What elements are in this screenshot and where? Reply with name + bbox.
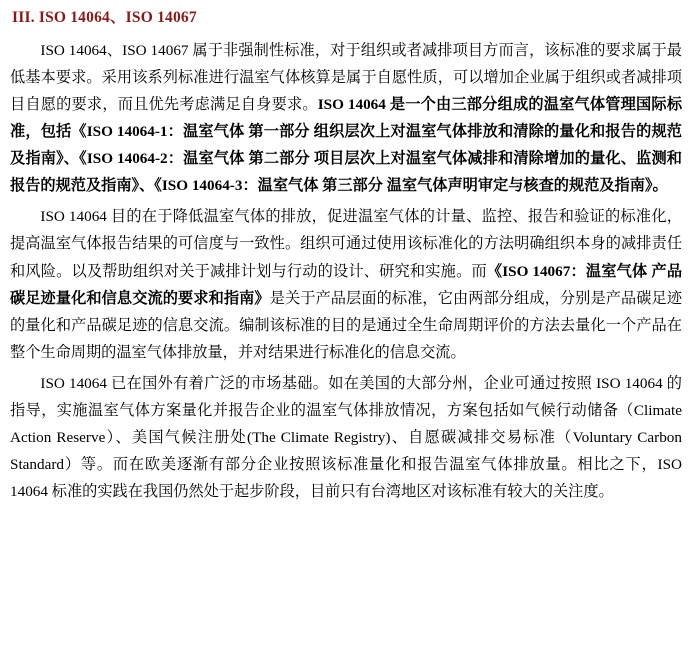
paragraph-2 — [10, 203, 682, 365]
paragraph-1 — [10, 37, 682, 199]
paragraph-2-run-1: ISO 14064 目的在于降低温室气体的排放，促进温室气体的计量、监控、报告和验证的标准化，提高温室气体报告结果的可信度与一致性。组织可通过使用该标准化的方法明确组织本身的减排责任和风险。以及帮助组织对关于减排计划与行动的设计、研究和实施。而 — [10, 208, 682, 280]
paragraph-3-run-1: ISO 14064 已在国外有着广泛的市场基础。如在美国的大部分州，企业可通过按照 ISO 14064 的指导，实施温室气体方案量化并报告企业的温室气体排放情况，方案包括如气候行动储备（Climate Action Reserve）、美国气候注册处(The Climate Registry)、自愿碳减排交易标准（Voluntary Carbon Standard）等。而在欧美逐渐有部分企业按照该标准量化和报告温室气体排放量。相比之下，ISO 14064 标准的实践在我国仍然处于起步阶段，目前只有台湾地区对该标准有较大的关注度。 — [10, 374, 682, 500]
paragraph-2-run-3: 是关于产品层面的标准，它由两部分组成，分别是产品碳足迹的量化和产品碳足迹的信息交流。编制该标准的目的是通过全生命周期评价的方法去量化一个产品在整个生命周期的温室气体排放量，并对结果进行标准化的信息交流。 — [10, 289, 683, 361]
paragraph-1-run-1: ISO 14064、ISO 14067 属于非强制性标准，对于组织或者减排项目方而言，该标准的要求属于最低基本要求。采用该系列标准进行温室气体核算是属于自愿性质，可以增加企业属于组织或者减排项目自愿的要求，而且优先考虑满足自身要求。 — [10, 42, 682, 114]
paragraph-1-run-2: ISO 14064 是一个由三部分组成的温室气体管理国际标准，包括《ISO 14064-1：温室气体 第一部分 组织层次上对温室气体排放和清除的量化和报告的规范及指南》、《ISO 14064-2：温室气体 第二部分 项目层次上对温室气体减排和清除增加的量化、监测和报告的规范及指南》、《ISO 14064-3：温室气体 第三部分 温室气体声明审定与核查的规范及指南》。 — [10, 96, 683, 195]
section-heading: III. ISO 14064、ISO 14067 — [12, 9, 197, 26]
paragraph-3 — [10, 370, 682, 505]
paragraph-2-run-2: 《ISO 14067：温室气体 产品碳足迹量化和信息交流的要求和指南》 — [10, 262, 683, 307]
